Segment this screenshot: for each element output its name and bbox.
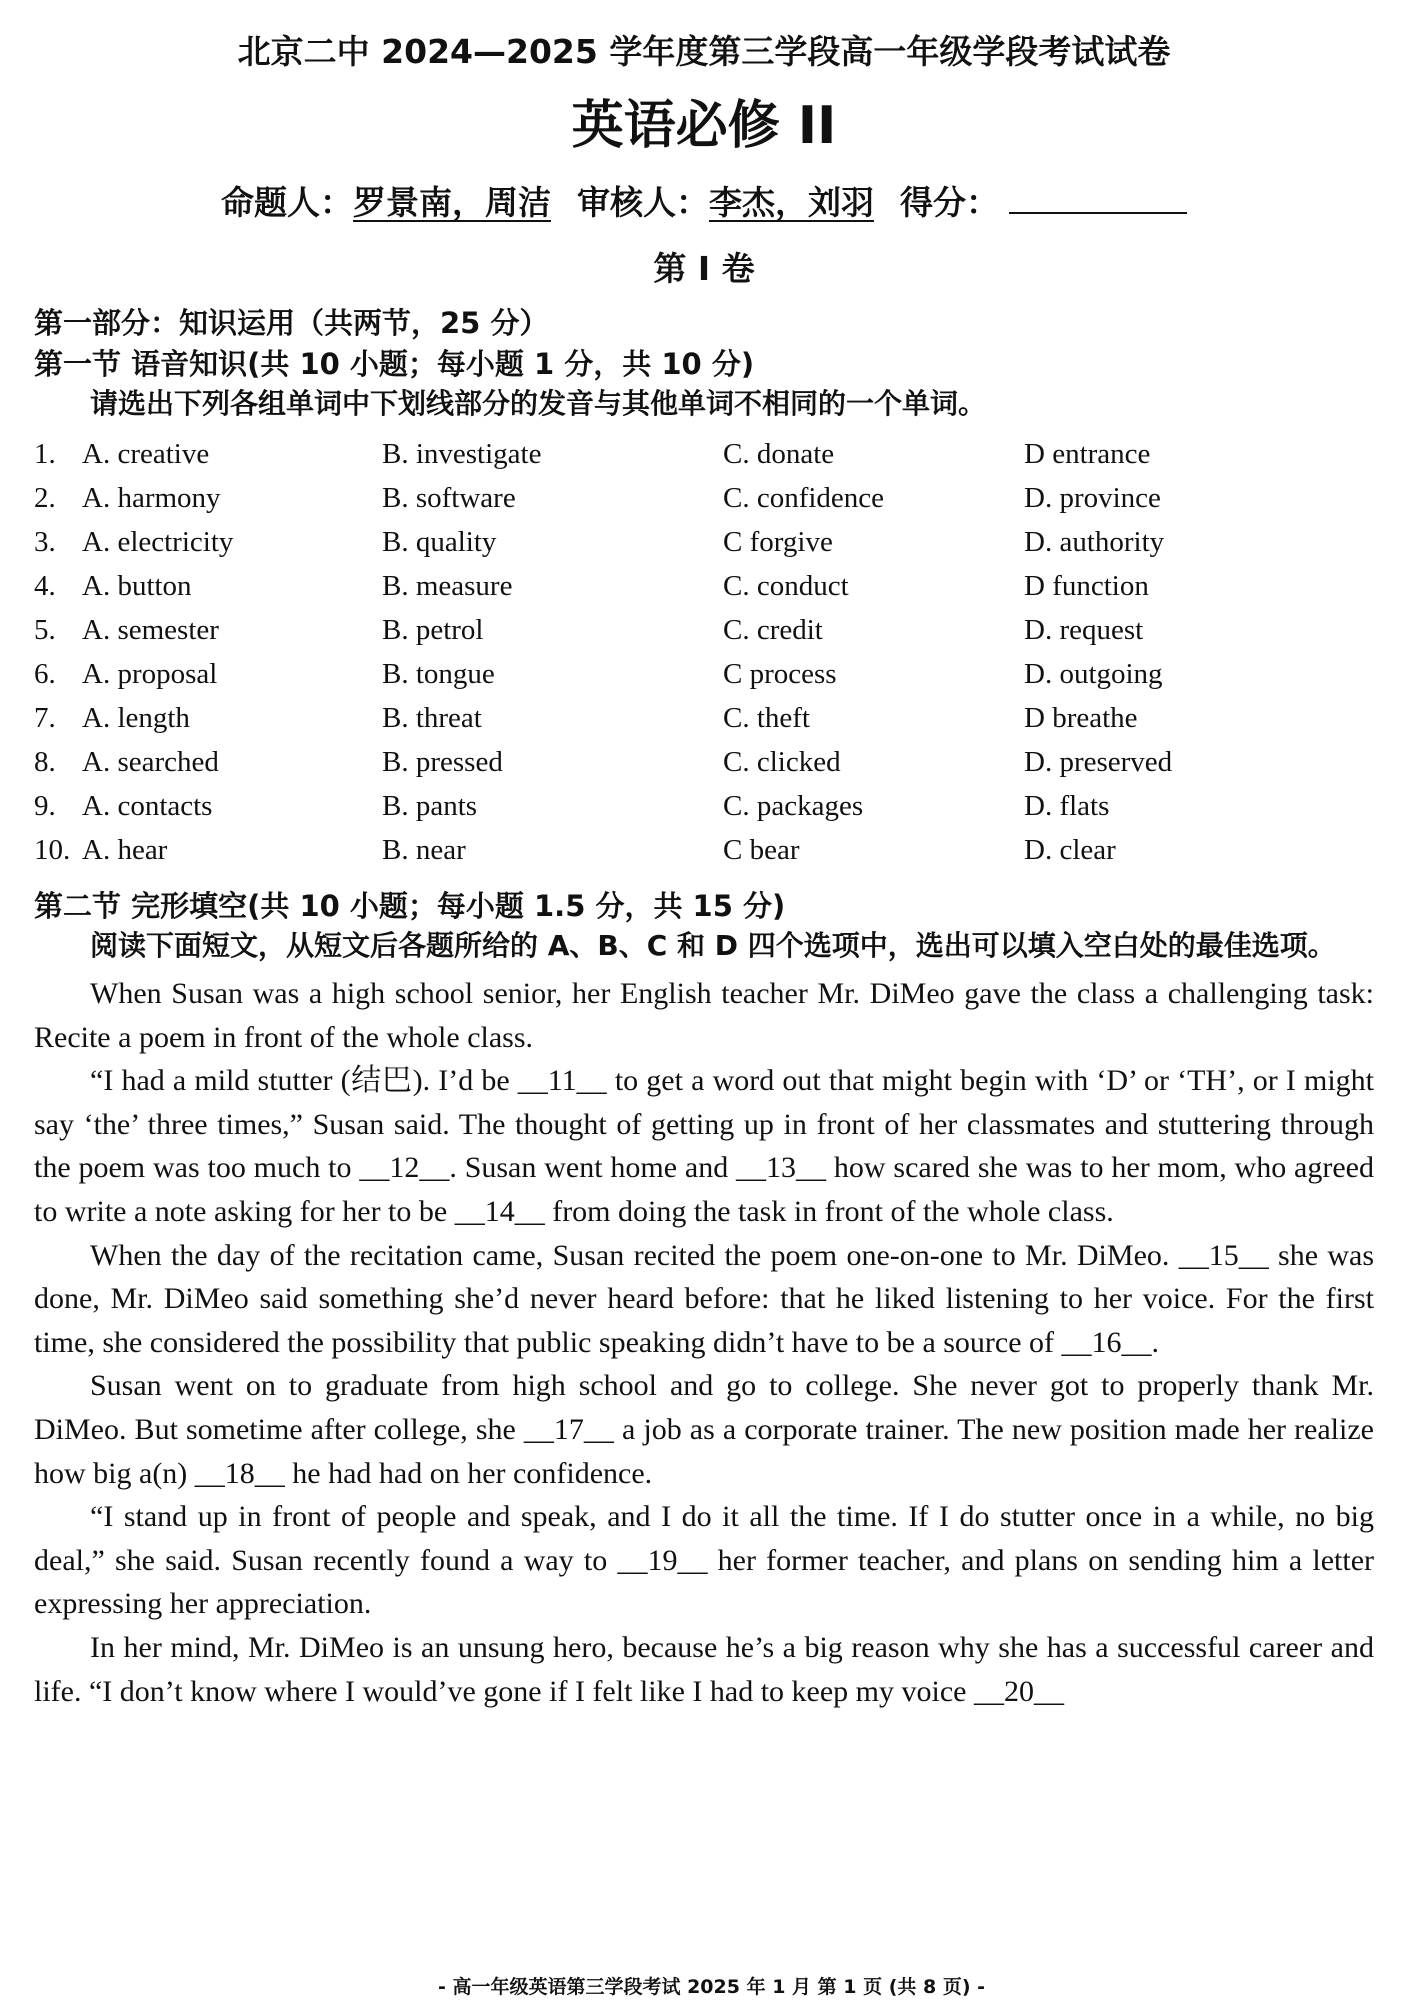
setters-names: 罗景南，周洁: [353, 183, 551, 222]
question-row: [34, 564, 1374, 608]
option-d: D. clear: [1024, 834, 1116, 866]
option-c: C. theft: [723, 702, 810, 734]
option-d: D. province: [1024, 482, 1161, 514]
option-b: B. threat: [382, 702, 482, 734]
option-b: B. near: [382, 834, 466, 866]
question-number: 5.: [34, 614, 56, 646]
question-number: 7.: [34, 702, 56, 734]
question-number: 3.: [34, 526, 56, 558]
question-number: 2.: [34, 482, 56, 514]
option-a: A. electricity: [82, 526, 234, 558]
option-b: B. measure: [382, 570, 513, 602]
passage-paragraph: When Susan was a high school senior, her English teacher Mr. DiMeo gave the class a challenging task: Recite a poem in front of the whole class.: [34, 977, 1374, 1054]
option-a: A. semester: [82, 614, 219, 646]
passage-paragraph: Susan went on to graduate from high school and go to college. She never got to properly thank Mr. DiMeo. But sometime after college, she __17__ a job as a corporate trainer. The new position made her realize how big a(n) __18__ he had had on her confidence.: [34, 1369, 1374, 1490]
option-a: A. proposal: [82, 658, 218, 690]
option-b: B. pressed: [382, 746, 503, 778]
option-c: C. packages: [723, 790, 864, 822]
option-d: D function: [1024, 570, 1149, 602]
option-c: C process: [723, 658, 837, 690]
section2-instruction: 阅读下面短文，从短文后各题所给的 A、B、C 和 D 四个选项中，选出可以填入空白处的最佳选项。: [90, 929, 1336, 962]
score-label: 得分：: [900, 183, 999, 222]
passage-paragraph: In her mind, Mr. DiMeo is an unsung hero, because he’s a big reason why she has a successful career and life. “I don’t know where I would’ve gone if I felt like I had to keep my voice __20__: [34, 1630, 1374, 1708]
option-d: D breathe: [1024, 702, 1138, 734]
cloze-passage: [34, 972, 1374, 1713]
option-b: B. tongue: [382, 658, 495, 690]
question-row: [34, 520, 1374, 564]
reviewers-names: 李杰，刘羽: [709, 183, 874, 222]
option-c: C. conduct: [723, 570, 849, 602]
question-row: [34, 608, 1374, 652]
question-number: 10.: [34, 834, 71, 866]
option-b: B. pants: [382, 790, 478, 822]
option-a: A. button: [82, 570, 192, 602]
question-row: [34, 652, 1374, 696]
question-row: [34, 696, 1374, 740]
option-c: C bear: [723, 834, 800, 866]
option-b: B. petrol: [382, 614, 484, 646]
question-row: [34, 828, 1374, 872]
option-c: C forgive: [723, 526, 833, 558]
section1-title: 第一节 语音知识(共 10 小题；每小题 1 分，共 10 分): [34, 347, 755, 381]
section2-title: 第二节 完形填空(共 10 小题；每小题 1.5 分，共 15 分): [34, 889, 786, 923]
score-blank: [1009, 190, 1187, 214]
exam-title: 北京二中 2024—2025 学年度第三学段高一年级学段考试试卷: [237, 32, 1171, 71]
volume-title: 第 I 卷: [653, 249, 755, 288]
passage-paragraph: “I stand up in front of people and speak, and I do it all the time. If I do stutter once in a while, no big deal,” she said. Susan recently found a way to __19__ her former teacher, and plans on sending him a letter expressing her appreciation.: [34, 1500, 1374, 1621]
option-c: C. credit: [723, 614, 823, 646]
option-a: A. harmony: [82, 482, 221, 514]
option-a: A. contacts: [82, 790, 213, 822]
option-b: B. software: [382, 482, 516, 514]
option-a: A. searched: [82, 746, 219, 778]
setters-label: 命题人：: [221, 183, 353, 222]
option-d: D. flats: [1024, 790, 1110, 822]
option-d: D. preserved: [1024, 746, 1173, 778]
option-c: C. confidence: [723, 482, 885, 514]
credits-line: [34, 170, 1374, 236]
question-number: 8.: [34, 746, 56, 778]
option-c: C. donate: [723, 438, 835, 470]
question-row: [34, 784, 1374, 828]
question-row: [34, 476, 1374, 520]
option-d: D entrance: [1024, 438, 1151, 470]
section1-instruction: 请选出下列各组单词中下划线部分的发音与其他单词不相同的一个单词。: [90, 387, 987, 420]
question-number: 9.: [34, 790, 56, 822]
reviewers-label: 审核人：: [577, 183, 709, 222]
option-c: C. clicked: [723, 746, 841, 778]
question-row: [34, 740, 1374, 784]
exam-page: [34, 22, 1374, 1713]
subject-title: 英语必修 II: [571, 96, 837, 156]
question-row: [34, 432, 1374, 476]
option-a: A. hear: [82, 834, 168, 866]
question-number: 1.: [34, 438, 56, 470]
phonetics-question-list: [34, 432, 1374, 872]
passage-paragraph: “I had a mild stutter (结巴). I’d be __11__ to get a word out that might begin with ‘D’ or ‘TH’, or I might say ‘the’ three times,” Susan said. The thought of getting up in front of her classmates and stuttering through the poem was too much to __12__. Susan went home and __13__ how scared she was to her mom, who agreed to write a note asking for her to be __14__ from doing the task in front of the whole class.: [34, 1064, 1374, 1228]
option-d: D. request: [1024, 614, 1144, 646]
option-a: A. length: [82, 702, 190, 734]
option-b: B. quality: [382, 526, 497, 558]
question-number: 4.: [34, 570, 56, 602]
part1-title: 第一部分：知识运用（共两节，25 分）: [34, 306, 549, 340]
option-b: B. investigate: [382, 438, 542, 470]
option-a: A. creative: [82, 438, 210, 470]
question-number: 6.: [34, 658, 56, 690]
page-footer: - 高一年级英语第三学段考试 2025 年 1 月 第 1 页 (共 8 页) -: [437, 1976, 986, 1998]
passage-paragraph: When the day of the recitation came, Susan recited the poem one-on-one to Mr. DiMeo. __15__ she was done, Mr. DiMeo said something she’d never heard before: that he liked listening to her voice. For the first time, she considered the possibility that public speaking didn’t have to be a source of __16__.: [34, 1238, 1374, 1359]
option-d: D. authority: [1024, 526, 1165, 558]
option-d: D. outgoing: [1024, 658, 1163, 690]
